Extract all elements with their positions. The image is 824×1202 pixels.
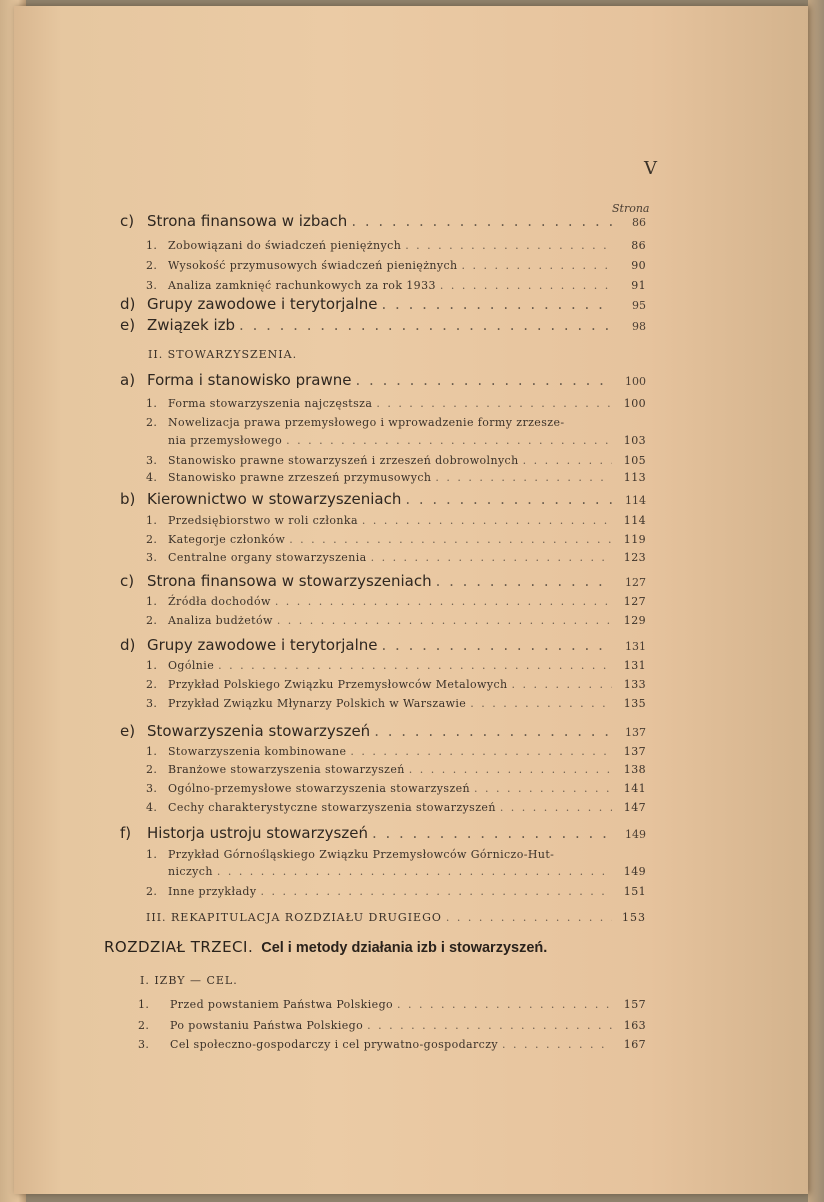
part-page: 153 — [622, 911, 646, 924]
leader-dots — [374, 722, 612, 740]
toc-item-continuation — [168, 865, 646, 878]
item-title: Stanowisko prawne zrzeszeń przymusowych — [168, 471, 432, 484]
item-number: 3. — [146, 551, 158, 564]
section-title: Forma i stanowisko prawne — [147, 371, 352, 389]
toc-item — [146, 533, 646, 546]
item-title: Cechy charakterystyczne stowarzyszenia stowarzyszeń — [168, 801, 496, 814]
leader-dots — [382, 636, 612, 654]
leader-dots — [435, 471, 612, 484]
section-page: 137 — [625, 726, 646, 739]
section-page: 98 — [632, 320, 646, 333]
section-page: 86 — [632, 216, 646, 229]
toc-item — [146, 259, 646, 272]
toc-item — [146, 763, 646, 776]
toc-item — [138, 998, 646, 1011]
section-letter: a) — [120, 371, 136, 389]
chapter-label: ROZDZIAŁ TRZECI. — [104, 938, 254, 956]
item-number: 1. — [146, 514, 158, 527]
section-title: Grupy zawodowe i terytorjalne — [147, 295, 378, 313]
toc-item-multiline — [146, 416, 565, 429]
leader-dots — [277, 614, 612, 627]
toc-section-b — [120, 490, 646, 508]
leader-dots — [382, 295, 612, 313]
section-letter: f) — [120, 824, 132, 842]
item-page: 151 — [623, 885, 646, 898]
item-number: 4. — [146, 801, 158, 814]
toc-item — [146, 514, 646, 527]
section-page: 95 — [632, 299, 646, 312]
leader-dots — [470, 697, 612, 710]
leader-dots — [512, 678, 613, 691]
section-letter: b) — [120, 490, 136, 508]
item-title: Cel społeczno-gospodarczy i cel prywatno-gospodarczy — [170, 1038, 499, 1051]
item-number: 1. — [146, 659, 158, 672]
toc-item-multiline — [146, 848, 554, 861]
item-page: 163 — [623, 1019, 646, 1032]
item-number: 4. — [146, 471, 158, 484]
item-number: 3. — [146, 454, 158, 467]
section-title: Związek izb — [147, 316, 236, 334]
leader-dots — [502, 1038, 612, 1051]
item-title: Przedsiębiorstwo w roli członka — [168, 514, 358, 527]
leader-dots — [217, 865, 612, 878]
toc-item — [146, 745, 646, 758]
item-title: Branżowe stowarzyszenia stowarzyszeń — [168, 763, 405, 776]
item-title: Analiza zamknięć rachunkowych za rok 1933 — [168, 279, 436, 292]
item-title-line1: Nowelizacja prawa przemysłowego i wprowadzenie formy zrzesze- — [168, 416, 565, 429]
item-page: 141 — [623, 782, 646, 795]
leader-dots — [371, 551, 612, 564]
leader-dots — [446, 911, 612, 924]
item-page: 90 — [631, 259, 646, 272]
item-title: Inne przykłady — [168, 885, 257, 898]
item-number: 1. — [146, 745, 158, 758]
leader-dots — [356, 371, 613, 389]
leader-dots — [350, 745, 612, 758]
item-number: 2. — [146, 763, 158, 776]
section-title: Historja ustroju stowarzyszeń — [147, 824, 368, 842]
toc-section-a — [120, 371, 646, 389]
chapter-heading — [104, 938, 547, 956]
item-page: 135 — [623, 697, 646, 710]
section-title: Strona finansowa w stowarzyszeniach — [147, 572, 432, 590]
item-number: 1. — [146, 397, 158, 410]
chapter-title: Cel i metody działania izb i stowarzyszeń. — [261, 940, 548, 956]
part-heading-stowarzyszenia: II. STOWARZYSZENIA. — [148, 348, 298, 361]
item-title: Analiza budżetów — [168, 614, 273, 627]
item-title-line2: niczych — [168, 865, 213, 878]
toc-section-d-izby — [120, 295, 646, 313]
item-page: 100 — [623, 397, 646, 410]
leader-dots — [462, 259, 612, 272]
leader-dots — [405, 490, 612, 508]
toc-item — [146, 551, 646, 564]
book-page — [14, 6, 808, 1194]
item-page: 131 — [623, 659, 646, 672]
toc-item — [146, 397, 646, 410]
item-number: 3. — [146, 697, 158, 710]
section-letter: e) — [120, 316, 136, 334]
toc-section-f — [120, 824, 646, 842]
leader-dots — [286, 434, 612, 447]
leader-dots — [275, 595, 612, 608]
item-title: Ogólnie — [168, 659, 215, 672]
item-title-line1: Przykład Górnośląskiego Związku Przemysłowców Górniczo-Hut- — [168, 848, 555, 861]
item-page: 119 — [623, 533, 646, 546]
item-title: Forma stowarzyszenia najczęstsza — [168, 397, 373, 410]
item-page: 149 — [623, 865, 646, 878]
item-page: 114 — [623, 514, 646, 527]
toc-section-e-stowarzyszenia — [120, 722, 646, 740]
item-title: Stowarzyszenia kombinowane — [168, 745, 347, 758]
item-number: 3. — [146, 279, 158, 292]
leader-dots — [367, 1019, 612, 1032]
section-title: Strona finansowa w izbach — [147, 212, 348, 230]
section-letter: e) — [120, 722, 136, 740]
item-page: 138 — [623, 763, 646, 776]
item-number: 2. — [146, 416, 158, 429]
leader-dots — [523, 454, 612, 467]
toc-section-d-stowarzyszenia — [120, 636, 646, 654]
item-title: Po powstaniu Państwa Polskiego — [170, 1019, 364, 1032]
item-page: 157 — [623, 998, 646, 1011]
item-number: 3. — [138, 1038, 150, 1051]
leader-dots — [351, 212, 612, 230]
item-title: Przykład Związku Młynarzy Polskich w Warszawie — [168, 697, 467, 710]
item-number: 1. — [146, 848, 158, 861]
item-title: Centralne organy stowarzyszenia — [168, 551, 367, 564]
toc-item — [146, 885, 646, 898]
item-title: Kategorje członków — [168, 533, 286, 546]
section-letter: d) — [120, 295, 136, 313]
toc-item — [138, 1038, 646, 1051]
item-page: 137 — [623, 745, 646, 758]
leader-dots — [260, 885, 612, 898]
toc-item-continuation — [168, 434, 646, 447]
item-number: 1. — [138, 998, 150, 1011]
leader-dots — [500, 801, 612, 814]
leader-dots — [372, 824, 612, 842]
item-number: 3. — [146, 782, 158, 795]
section-letter: c) — [120, 572, 135, 590]
toc-section-c-stowarzyszenia — [120, 572, 646, 590]
leader-dots — [362, 514, 612, 527]
leader-dots — [239, 316, 612, 334]
section-letter: c) — [120, 212, 135, 230]
leader-dots — [405, 239, 612, 252]
item-number: 1. — [146, 239, 158, 252]
toc-item — [146, 239, 646, 252]
item-number: 2. — [146, 614, 158, 627]
item-number: 2. — [146, 533, 158, 546]
toc-item — [146, 659, 646, 672]
leader-dots — [409, 763, 612, 776]
section-page: 149 — [625, 828, 646, 841]
section-title: Kierownictwo w stowarzyszeniach — [147, 490, 402, 508]
toc-item — [146, 697, 646, 710]
item-page: 86 — [631, 239, 646, 252]
toc-item — [146, 454, 646, 467]
item-title: Źródła dochodów — [168, 595, 271, 608]
leader-dots — [397, 998, 612, 1011]
item-page: 147 — [623, 801, 646, 814]
toc-item — [146, 782, 646, 795]
toc-item — [146, 678, 646, 691]
item-title: Ogólno-przemysłowe stowarzyszenia stowarzyszeń — [168, 782, 471, 795]
item-page: 167 — [623, 1038, 646, 1051]
background-edge — [808, 0, 824, 1202]
section-page: 114 — [625, 494, 646, 507]
item-number: 2. — [138, 1019, 150, 1032]
leader-dots — [436, 572, 612, 590]
item-page: 133 — [623, 678, 646, 691]
toc-item — [146, 595, 646, 608]
item-title: Wysokość przymusowych świadczeń pieniężnych — [168, 259, 458, 272]
section-letter: d) — [120, 636, 136, 654]
leader-dots — [440, 279, 612, 292]
part-heading-izby-cel: I. IZBY — CEL. — [140, 974, 238, 987]
section-page: 100 — [625, 375, 646, 388]
item-number: 2. — [146, 259, 158, 272]
item-page: 103 — [623, 434, 646, 447]
item-number: 2. — [146, 885, 158, 898]
section-page: 127 — [625, 576, 646, 589]
page-column-label: Strona — [612, 202, 650, 215]
toc-item — [146, 614, 646, 627]
part-title: III. REKAPITULACJA ROZDZIAŁU DRUGIEGO — [146, 911, 442, 924]
item-page: 113 — [623, 471, 646, 484]
toc-section-e-izby — [120, 316, 646, 334]
toc-part-iii — [146, 911, 646, 924]
item-title: Zobowiązani do świadczeń pieniężnych — [168, 239, 402, 252]
toc-section-c-izby — [120, 212, 646, 230]
section-page: 131 — [625, 640, 646, 653]
section-title: Grupy zawodowe i terytorjalne — [147, 636, 378, 654]
toc-item — [146, 279, 646, 292]
item-number: 1. — [146, 595, 158, 608]
item-page: 91 — [631, 279, 646, 292]
item-number: 2. — [146, 678, 158, 691]
leader-dots — [474, 782, 612, 795]
toc-item — [146, 471, 646, 484]
item-title: Przykład Polskiego Związku Przemysłowców Metalowych — [168, 678, 508, 691]
item-page: 127 — [623, 595, 646, 608]
toc-item — [138, 1019, 646, 1032]
item-title: Przed powstaniem Państwa Polskiego — [170, 998, 394, 1011]
page-number: V — [644, 158, 657, 179]
leader-dots — [218, 659, 612, 672]
item-page: 105 — [623, 454, 646, 467]
toc-item — [146, 801, 646, 814]
section-title: Stowarzyszenia stowarzyszeń — [147, 722, 371, 740]
leader-dots — [376, 397, 612, 410]
item-page: 123 — [623, 551, 646, 564]
item-title-line2: nia przemysłowego — [168, 434, 283, 447]
item-page: 129 — [623, 614, 646, 627]
item-title: Stanowisko prawne stowarzyszeń i zrzeszeń dobrowolnych — [168, 454, 519, 467]
leader-dots — [289, 533, 612, 546]
